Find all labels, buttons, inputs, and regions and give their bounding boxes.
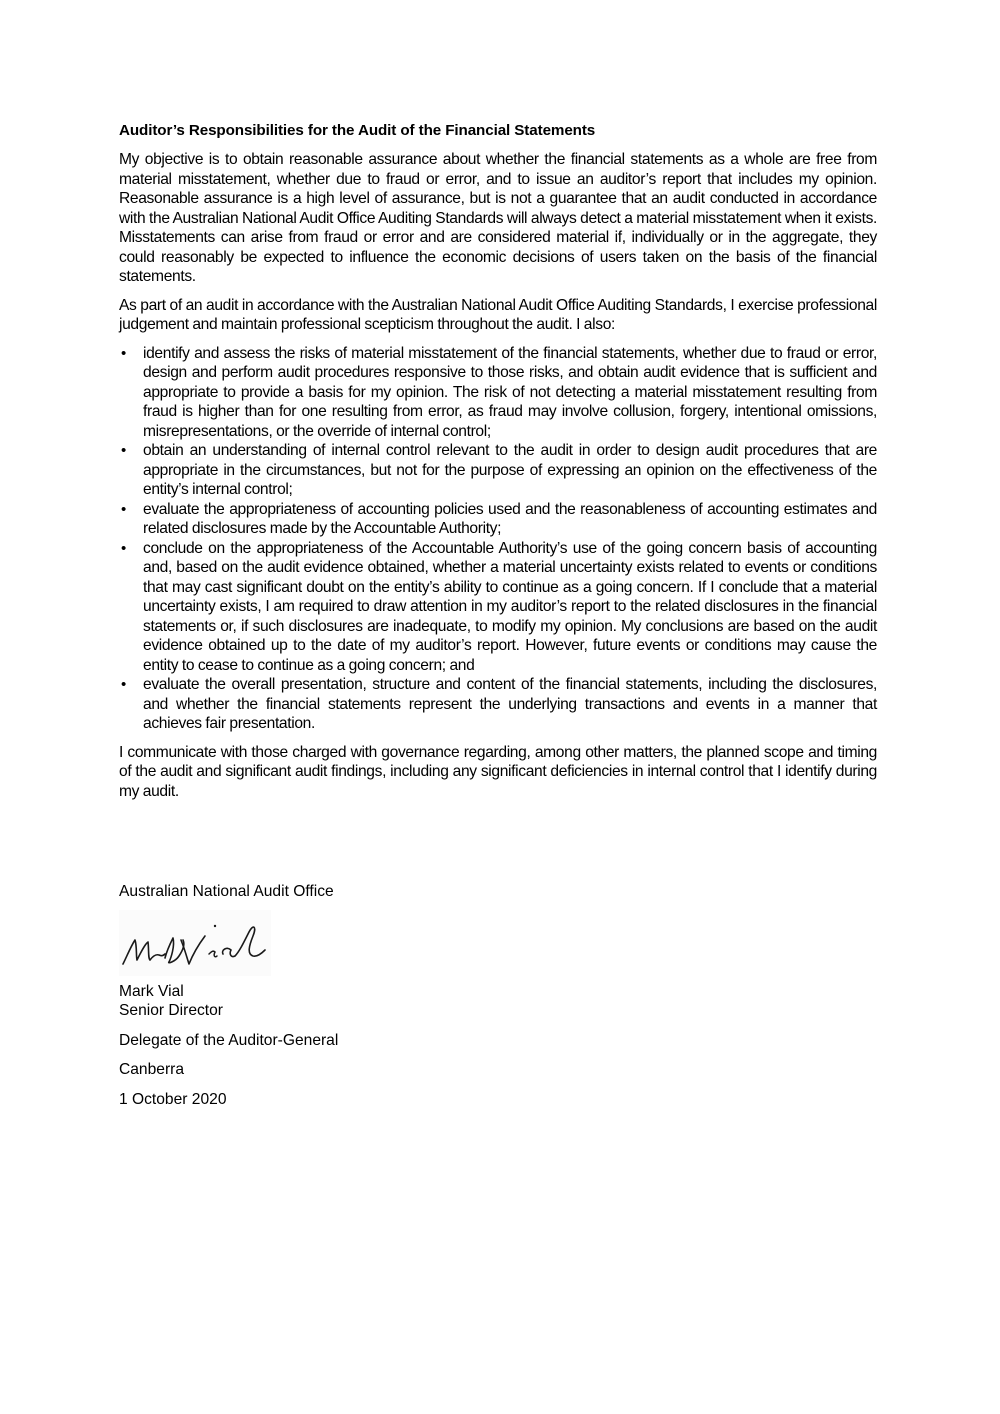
signatory-name: Mark Vial [119,982,184,1000]
bullet-icon: • [121,442,126,459]
list-item-text: evaluate the overall presentation, structure and content of the financial statements, including the disclosures, and whether the financial statements represent the underlying transactions and events in a manner that achieves fair presentation. [143,676,877,732]
signoff-location: Canberra [119,1061,185,1078]
bullet-icon: • [121,539,126,557]
bullet-icon: • [121,500,126,518]
organisation-name: Australian National Audit Office [119,883,334,900]
list-item [119,675,877,734]
list-item [119,441,877,500]
list-item [119,539,877,676]
signoff-block [119,882,338,1109]
signature-icon [119,910,271,976]
paragraph-audit-approach: As part of an audit in accordance with the Australian National Audit Office Auditing Standards, I exercise professional judgement and maintain professional scepticism throughout the audit. I also: [119,296,877,333]
section-heading: Auditor’s Responsibilities for the Audit of the Financial Statements [119,122,596,139]
signatory-role: Delegate of the Auditor-General [119,1031,339,1049]
document-body [119,121,877,810]
list-item-text: evaluate the appropriateness of accounting policies used and the reasonableness of accounting estimates and related disclosures made by the Accountable Authority; [143,500,877,537]
bullet-icon: • [121,676,126,693]
signature-image [119,910,271,976]
signatory-title: Senior Director [119,1002,223,1019]
signoff-date: 1 October 2020 [119,1090,227,1108]
responsibilities-list [119,344,877,734]
list-item [119,500,877,539]
list-item-text: identify and assess the risks of material misstatement of the financial statements, whether due to fraud or error, design and perform audit procedures responsive to those risks, and obtain audit evidence that is sufficient and appropriate to provide a basis for my opinion. The risk of not detecting a material misstatement resulting from fraud is higher than for one resulting from error, as fraud may involve collusion, forgery, intentional omissions, misrepresentations, or the override of internal control; [143,344,877,440]
list-item [119,344,877,442]
list-item-text: conclude on the appropriateness of the Accountable Authority’s use of the going concern basis of accounting and, based on the audit evidence obtained, whether a material uncertainty exists related to events or conditions that may cast significant doubt on the entity’s ability to continue as a going concern. If I conclude that a material uncertainty exists, I am required to draw attention in my auditor’s report to the related disclosures in the financial statements or, if such disclosures are inadequate, to modify my opinion. My conclusions are based on the audit evidence obtained up to the date of my auditor’s report. However, future events or conditions may cause the entity to cease to continue as a going concern; and [143,539,877,674]
paragraph-objective: My objective is to obtain reasonable assurance about whether the financial statements as a whole are free from material misstatement, whether due to fraud or error, and to issue an auditor’s report that includes my opinion. Reasonable assurance is a high level of assurance, but is not a guarantee that an audit conducted in accordance with the Australian National Audit Office Auditing Standards will always detect a material misstatement when it exists. Misstatements can arise from fraud or error and are considered material if, individually or in the aggregate, they could reasonably be expected to influence the economic decisions of users taken on the basis of the financial statements. [119,151,877,285]
paragraph-governance: I communicate with those charged with governance regarding, among other matters, the planned scope and timing of the audit and significant audit findings, including any significant deficiencies in internal control that I identify during my audit. [119,743,877,800]
bullet-icon: • [121,344,126,362]
list-item-text: obtain an understanding of internal control relevant to the audit in order to design audit procedures that are appropriate in the circumstances, but not for the purpose of expressing an opinion on the effectiveness of the entity’s internal control; [143,442,877,498]
